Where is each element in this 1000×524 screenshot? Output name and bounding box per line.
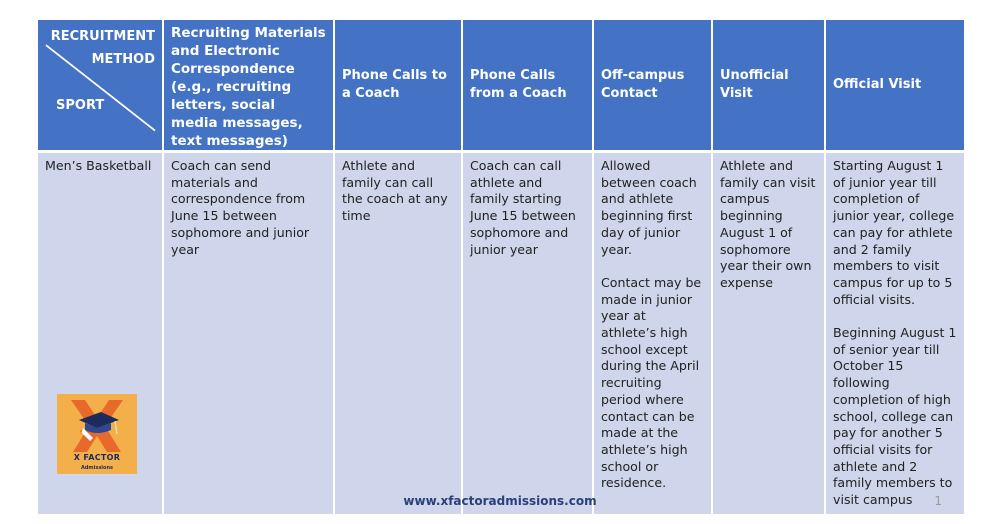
recruiting-rules-table bbox=[38, 20, 964, 514]
header-off-campus-contact: Off-campus Contact bbox=[593, 20, 712, 152]
header-phone-calls-to-coach: Phone Calls to a Coach bbox=[334, 20, 462, 152]
page-number: 1 bbox=[934, 494, 942, 508]
cell-recruiting-materials: Coach can send materials and correspondence from June 15 between sophomore and junior year bbox=[163, 152, 334, 514]
cell-official-visit: Starting August 1 of junior year till completion of junior year, college can pay for athlete and 2 family members to visit campus for up to 5 official visits. Beginning August 1 of senior year till October 15 following completion of high school, college can pay for another 5 official visits for athlete and 2 family members to visit campus bbox=[825, 152, 964, 514]
logo-brand-name: X FACTOR bbox=[73, 453, 121, 462]
corner-header-cell bbox=[38, 20, 163, 152]
header-recruiting-materials: Recruiting Materials and Electronic Correspondence (e.g., recruiting letters, social media messages, text messages) bbox=[163, 20, 334, 152]
header-phone-calls-from-coach: Phone Calls from a Coach bbox=[462, 20, 593, 152]
recruitment-method-label: RECRUITMENT bbox=[50, 29, 155, 44]
sport-name: Men’s Basketball bbox=[45, 158, 152, 173]
cell-phone-calls-from-coach: Coach can call athlete and family starting June 15 between sophomore and junior year bbox=[462, 152, 593, 514]
header-unofficial-visit: Unofficial Visit bbox=[712, 20, 825, 152]
table-row bbox=[38, 152, 964, 514]
cell-phone-calls-to-coach: Athlete and family can call the coach at any time bbox=[334, 152, 462, 514]
header-official-visit: Official Visit bbox=[825, 20, 964, 152]
method-label: METHOD bbox=[91, 52, 155, 67]
sport-cell bbox=[38, 152, 163, 514]
header-row bbox=[38, 20, 964, 152]
x-factor-logo bbox=[57, 394, 137, 474]
sport-label: SPORT bbox=[56, 98, 105, 113]
logo-tagline: Admissions bbox=[80, 465, 113, 471]
footer-website-url[interactable]: www.xfactoradmissions.com bbox=[403, 494, 597, 508]
cell-unofficial-visit: Athlete and family can visit campus beginning August 1 of sophomore year their own expense bbox=[712, 152, 825, 514]
cell-off-campus-contact: Allowed between coach and athlete beginning first day of junior year. Contact may be made in junior year at athlete’s high school except during the April recruiting period where contact can be made at the athlete’s high school or residence. bbox=[593, 152, 712, 514]
